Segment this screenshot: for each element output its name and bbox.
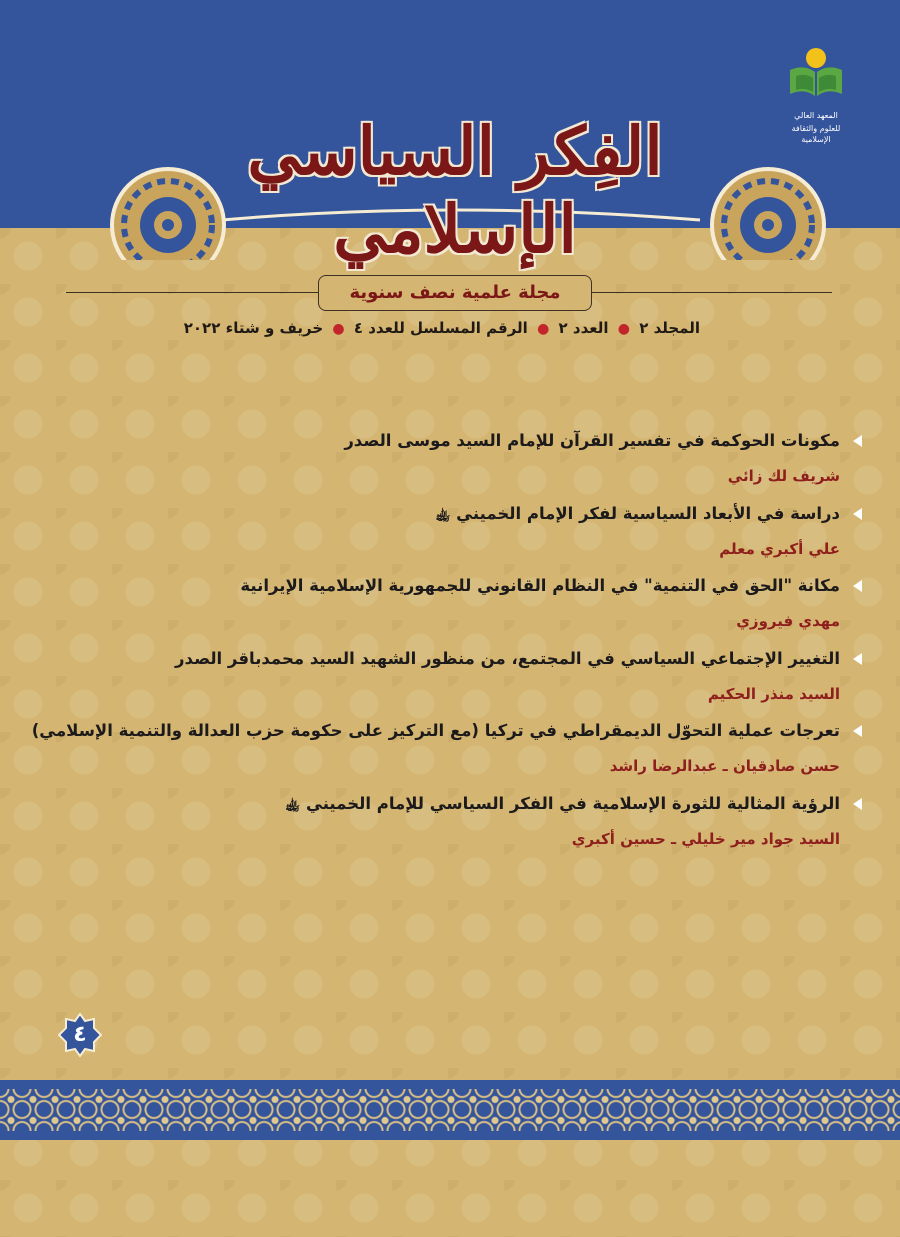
triangle-bullet-icon <box>853 725 862 737</box>
right-medallion-icon <box>712 169 824 260</box>
issue-number: العدد ٢ <box>558 319 609 337</box>
article-title: مكونات الحوكمة في تفسير القرآن للإمام السيد موسى الصدر <box>344 431 840 450</box>
article-author: مهدي فيروزي <box>736 612 840 631</box>
journal-title: الفِكر السياسي الإسلامي <box>247 112 663 268</box>
triangle-bullet-icon <box>853 653 862 665</box>
separator-dot-icon: ● <box>537 321 550 337</box>
article-title: دراسة في الأبعاد السياسية لفكر الإمام الخميني ﵀ <box>435 503 840 523</box>
article-title: التغيير الإجتماعي السياسي في المجتمع، من منظور الشهيد السيد محمدباقر الصدر <box>175 648 840 668</box>
article-author: علي أكبري معلم <box>719 539 840 558</box>
article-author: شريف لك زائي <box>727 467 840 485</box>
toc-item <box>60 646 840 719</box>
toc-item <box>60 501 840 574</box>
article-title: مكانة "الحق في التنمية" في النظام القانوني للجمهورية الإسلامية الإيرانية <box>240 576 840 596</box>
toc-item <box>31 718 840 791</box>
article-title: تعرجات عملية التحوّل الديمقراطي في تركيا (مع التركيز على حكومة حزب العدالة والتنمية الإسلامي) <box>31 721 840 741</box>
separator-dot-icon: ● <box>332 321 345 337</box>
article-author: حسن صادقيان ـ عبدالرضا راشد <box>609 757 840 776</box>
journal-subtitle: مجلة علمية نصف سنوية <box>318 275 592 311</box>
left-medallion-icon <box>112 169 224 260</box>
toc-item <box>60 428 840 501</box>
triangle-bullet-icon <box>853 798 862 810</box>
article-author: السيد جواد مير خليلي ـ حسين أكبري <box>571 829 840 848</box>
institute-name-line2: للعلوم والثقافة الإسلامية <box>791 124 841 144</box>
triangle-bullet-icon <box>853 580 862 592</box>
triangle-bullet-icon <box>853 435 862 447</box>
issue-season: خريف و شتاء ٢٠٢٢ <box>183 319 324 337</box>
issue-volume: المجلد ٢ <box>639 319 700 337</box>
bottom-border-pattern <box>0 1089 900 1131</box>
issue-serial: الرقم المسلسل للعدد ٤ <box>353 319 528 337</box>
article-title: الرؤية المثالية للثورة الإسلامية في الفكر السياسي للإمام الخميني ﵀ <box>285 793 840 813</box>
institute-name-line1: المعهد العالي <box>794 111 838 120</box>
issue-badge-number: ٤ <box>73 1022 87 1047</box>
article-author: السيد منذر الحكيم <box>707 684 840 703</box>
triangle-bullet-icon <box>853 508 862 520</box>
toc-item <box>60 573 840 646</box>
separator-dot-icon: ● <box>617 321 630 337</box>
table-of-contents <box>31 428 840 864</box>
toc-item <box>60 791 840 864</box>
issue-info <box>183 319 700 337</box>
